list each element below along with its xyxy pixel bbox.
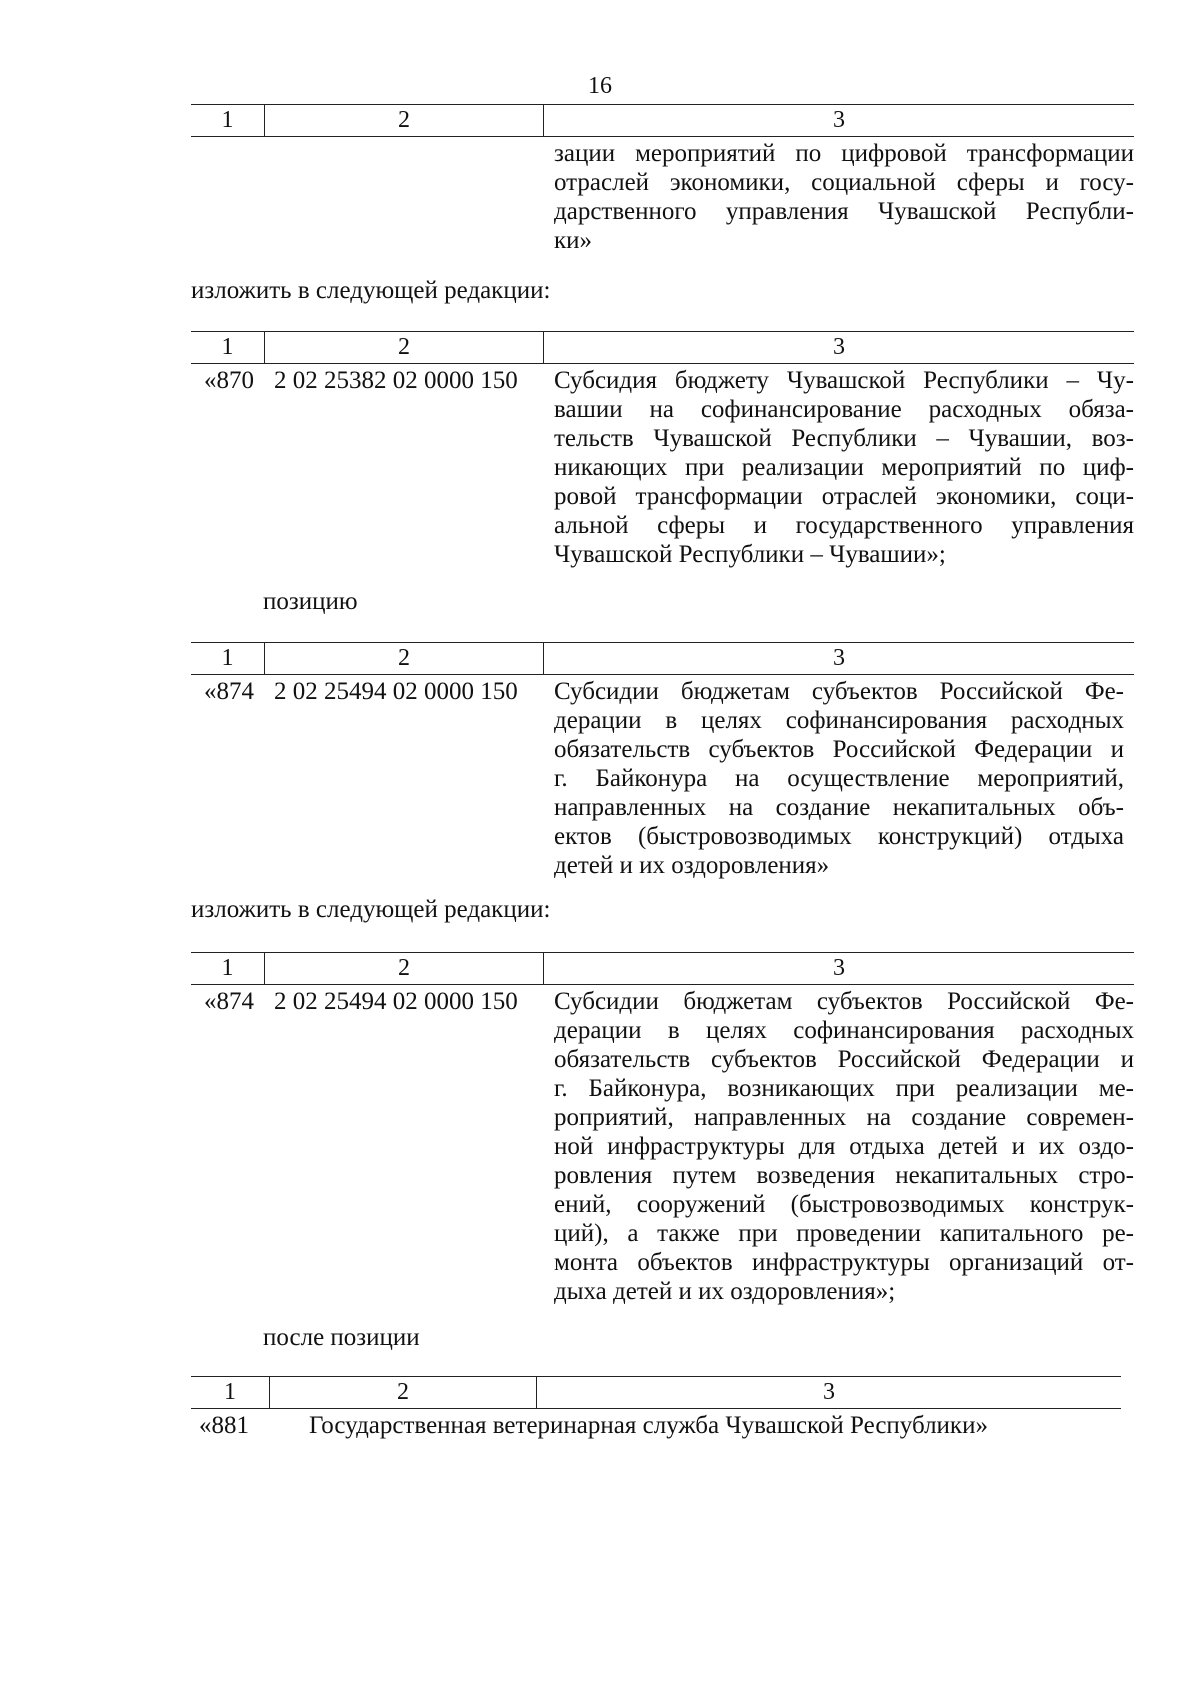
table-header <box>191 952 1134 985</box>
table-5 <box>191 1376 1121 1440</box>
description-line: зации мероприятий по цифровой трансформации <box>554 140 1134 167</box>
header-col-3: 3 <box>833 107 845 133</box>
description-line: Чувашской Республики – Чувашии»; <box>554 541 946 568</box>
header-col-2: 2 <box>265 332 544 363</box>
description-line: никающих при реализации мероприятий по циф- <box>554 454 1134 481</box>
cell-kbk <box>264 139 542 255</box>
cell-kbk: 2 02 25494 02 0000 150 <box>274 678 518 705</box>
description-line: г. Байконура, возникающих при реализации ме- <box>554 1075 1134 1102</box>
cell-description <box>542 139 1134 255</box>
description-line: Субсидия бюджету Чувашской Республики – Чу- <box>554 367 1134 394</box>
description-line: ровой трансформации отраслей экономики, соци- <box>554 483 1134 510</box>
header-col-3: 3 <box>823 1379 835 1405</box>
description-line: роприятий, направленных на создание современ- <box>554 1104 1134 1131</box>
description-line: г. Байконура на осуществление мероприятий, <box>554 765 1124 792</box>
description-line: вашии на софинансирование расходных обяза- <box>554 396 1134 423</box>
description-line: Субсидии бюджетам субъектов Российской Фе- <box>554 678 1124 705</box>
paragraph: изложить в следующей редакции: <box>191 896 551 923</box>
description-line: монта объектов инфраструктуры организаций от- <box>554 1249 1134 1276</box>
paragraph: изложить в следующей редакции: <box>191 277 551 304</box>
table-row <box>191 1411 1121 1440</box>
description-line: ровления путем возведения некапитальных стро- <box>554 1162 1134 1189</box>
header-col-2: 2 <box>270 1377 537 1408</box>
page-number: 16 <box>588 73 612 99</box>
table-header <box>191 1376 1121 1409</box>
header-col-1: 1 <box>191 332 265 363</box>
description-line: дерации в целях софинансирования расходных <box>554 1017 1134 1044</box>
paragraph: после позиции <box>263 1324 420 1351</box>
header-col-3: 3 <box>833 645 845 671</box>
table-3 <box>191 642 1134 880</box>
cell-code: «874 <box>204 988 254 1015</box>
header-col-1: 1 <box>191 1377 270 1408</box>
description-line: ки» <box>554 227 593 254</box>
cell-kbk: 2 02 25382 02 0000 150 <box>274 367 518 394</box>
description-line: Субсидии бюджетам субъектов Российской Фе- <box>554 988 1134 1015</box>
description-line: отраслей экономики, социальной сферы и госу- <box>554 169 1134 196</box>
description-line: детей и их оздоровления» <box>554 852 830 879</box>
table-row <box>191 677 1134 880</box>
description-line: ций), а также при проведении капитального ре- <box>554 1220 1134 1247</box>
header-col-3: 3 <box>833 955 845 981</box>
description-line: обязательств субъектов Российской Федерации и <box>554 1046 1134 1073</box>
table-1 <box>191 104 1134 255</box>
description-line: дарственного управления Чувашской Республи- <box>554 198 1134 225</box>
cell-description <box>542 987 1134 1306</box>
header-col-1: 1 <box>191 953 265 984</box>
cell-code: «881 <box>199 1412 249 1439</box>
description-line: тельств Чувашской Республики – Чувашии, воз- <box>554 425 1134 452</box>
header-col-3: 3 <box>833 334 845 360</box>
cell-code: «870 <box>204 367 254 394</box>
cell-kbk: 2 02 25494 02 0000 150 <box>274 988 518 1015</box>
table-4 <box>191 952 1134 1306</box>
description-line: дыха детей и их оздоровления»; <box>554 1278 896 1305</box>
table-row <box>191 366 1134 569</box>
header-col-2: 2 <box>265 953 544 984</box>
header-col-2: 2 <box>265 105 544 136</box>
header-col-2: 2 <box>265 643 544 674</box>
table-header <box>191 104 1134 137</box>
description-line: ений, сооружений (быстровозводимых конструк- <box>554 1191 1134 1218</box>
table-header <box>191 331 1134 364</box>
table-row <box>191 139 1134 255</box>
description-line: ектов (быстровозводимых конструкций) отдыха <box>554 823 1124 850</box>
cell-description <box>542 677 1134 880</box>
table-header <box>191 642 1134 675</box>
paragraph: позицию <box>263 588 358 615</box>
cell-code <box>191 139 264 255</box>
description-line: дерации в целях софинансирования расходных <box>554 707 1124 734</box>
header-col-1: 1 <box>191 105 265 136</box>
description-line: направленных на создание некапитальных объ- <box>554 794 1124 821</box>
description-line: обязательств субъектов Российской Федерации и <box>554 736 1124 763</box>
table-row <box>191 987 1134 1306</box>
table-2 <box>191 331 1134 569</box>
cell-code: «874 <box>204 678 254 705</box>
description-line: ной инфраструктуры для отдыха детей и их оздо- <box>554 1133 1134 1160</box>
header-col-1: 1 <box>191 643 265 674</box>
cell-description <box>542 366 1134 569</box>
cell-agency-name: Государственная ветеринарная служба Чувашской Республики» <box>309 1412 988 1439</box>
description-line: альной сферы и государственного управления <box>554 512 1134 539</box>
